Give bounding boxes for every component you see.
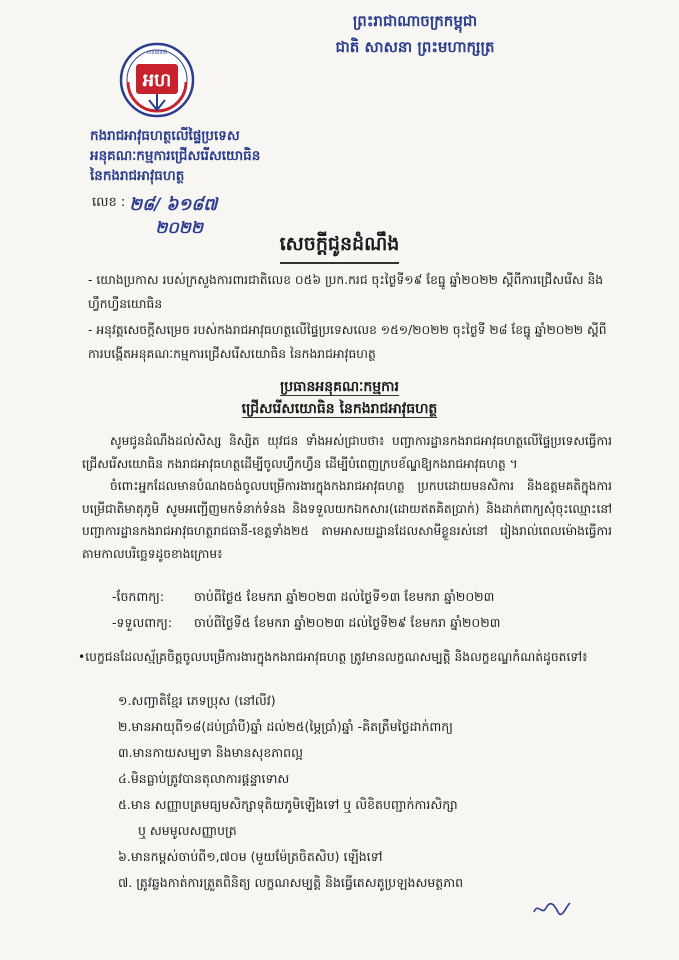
condition-item: ៣.មានកាយសម្បទា និងមានសុខភាពល្អ bbox=[118, 745, 304, 760]
date-row-distribution bbox=[112, 584, 500, 610]
org-line-1: កងរាជអាវុធហត្ថលើផ្ទៃប្រទេស bbox=[90, 128, 240, 144]
condition-item: ៧. ត្រូវឆ្លងកាត់ការត្រួតពិនិត្យ លក្ខណសម្បត្តិ និងធ្វើតេសតូប្រឡងសមត្ថភាព bbox=[118, 875, 464, 890]
reference-line-1: - យោងប្រកាស របស់ក្រសួងការពារជាតិលេខ ០៥៦ ប្រក.ករជ ចុះថ្ងៃទី១៩ ខែធ្នូ ឆ្នាំ២០២២ ស្តីពីការជ្រើសរើស និងហ្វឹកហ្វឺនយោធិន bbox=[88, 273, 604, 311]
document-title bbox=[0, 232, 679, 264]
condition-item: ២.មានអាយុពី១៨(ដប់ប្រាំបី)ឆ្នាំ ដល់២៥(ម្ភៃប្រាំ)ឆ្នាំ -គិតត្រឹមថ្ងៃដាក់ពាក្យ bbox=[118, 719, 453, 734]
condition-item: ១.សញ្ជាតិខ្មែរ ភេទប្រុស (នៅលីវ) bbox=[118, 693, 276, 708]
kingdom-name: ព្រះរាជាណាចក្រកម្ពុជា bbox=[352, 12, 478, 30]
date-row-submission bbox=[112, 610, 500, 636]
condition-item: ៥.មាន សញ្ញាបត្រមធ្យមសិក្សាទុតិយភូមិឡើងទៅ ឬ លិខិតបញ្ជាក់ការសិក្សា bbox=[118, 797, 458, 812]
org-line-3: នៃកងរាជអាវុធហត្ថ bbox=[90, 168, 185, 184]
date-value: ចាប់ពីថ្ងៃ៥ ខែមករា ឆ្នាំ២០២៣ ដល់ថ្ងៃទី១៣ ខែមករា ឆ្នាំ២០២៣ bbox=[194, 589, 495, 604]
kingdom-header bbox=[250, 8, 580, 60]
issuer-heading-line-2: ជ្រើសរើសយោធិន នៃកងរាជអាវុធហត្ថ bbox=[241, 401, 438, 417]
body-paragraph-2: ចំពោះអ្នកដែលមានបំណងចង់ចូលបម្រើការងារក្នុងកងរាជអាវុធហត្ថ ប្រកបដោយមនសិការ និងឧត្តមគតិក្នុងការបម្រើជាតិមាតុភូមិ សូមអញ្ជើញមកទំនាក់ទំនង និងទទួលយកឯកសារ(ដោយឥតគិតប្រាក់) និងដាក់ពាក្យសុំចុះឈ្មោះនៅបញ្ជាការដ្ឋានកងរាជអាវុធហត្ថរាជធានី-ខេត្តទាំង២៥ តាមអាសយដ្ឋានដែលសាមីខ្លួនរស់នៅ រៀងរាល់ពេលម៉ោងធ្វើការ តាមកាលបរិច្ឆេទដូចខាងក្រោម៖ bbox=[82, 479, 612, 561]
conditions-intro: •បេក្ខជនដែលស្ម័គ្រចិត្តចូលបម្រើការងារក្នុងកងរាជអាវុធហត្ថ ត្រូវមានលក្ខណសម្បត្តិ និងលក្ខខណ្ឌកំណត់ដូចតទៅ៖ bbox=[78, 650, 588, 664]
condition-item: ៤.មិនធ្លាប់ត្រូវបានតុលាការផ្តន្ទាទោស bbox=[118, 771, 290, 786]
conditions-list bbox=[118, 688, 598, 896]
condition-item: ៦.មានកម្ពស់ចាប់ពី១,៧០ម (មួយម៉ែត្រចិតសិប) ឡើងទៅ bbox=[118, 849, 383, 864]
issuing-organization bbox=[90, 126, 260, 186]
reference-value: ២៨/ ៦១៨៧ bbox=[129, 195, 218, 215]
reference-year: ២០២២ bbox=[155, 218, 203, 237]
issuer-heading bbox=[0, 376, 679, 420]
document-title-text: សេចក្តីជូនដំណឹង bbox=[280, 232, 400, 264]
issuer-heading-line-1: ប្រធានអនុគណៈកម្មការ bbox=[280, 379, 399, 395]
condition-item-continuation: ឬ សមមូលសញ្ញាបត្រ bbox=[138, 823, 237, 838]
date-label: -ចែកពាក្យ: bbox=[112, 589, 165, 604]
logo-ring-text: ភាពជាជាតិ bbox=[146, 50, 168, 56]
initial-signature-icon bbox=[532, 900, 572, 918]
national-motto: ជាតិ សាសនា ព្រះមហាក្សត្រ bbox=[335, 38, 495, 56]
body-paragraph-1: សូមជូនដំណឹងដល់សិស្ស និស្សិត យុវជន ទាំងអស់ជ្រាបថា៖ បញ្ជាការដ្ឋានកងរាជអាវុធហត្ថលើផ្ទៃប្រទេសធ្វើការជ្រើសរើសយោធិន កងរាជអាវុធហត្ថដើម្បីចូលហ្វឹកហ្វឺន ដើម្បីបំពេញក្របខ័ណ្ឌឱ្យកងរាជអាវុធហត្ថ ។ bbox=[82, 434, 612, 471]
schedule-dates bbox=[112, 584, 500, 636]
announcement-body bbox=[82, 430, 612, 565]
date-label: -ទទួលពាក្យ: bbox=[112, 615, 173, 630]
reference-label: លេខ : bbox=[92, 195, 126, 210]
reference-line-2: - អនុវត្តសេចក្តីសម្រេច របស់កងរាជអាវុធហត្ថលើផ្ទៃប្រទេសលេខ ១៥១/២០២២ ចុះថ្ងៃទី ២៨ ខែធ្នូ ឆ្នាំ២០២២ ស្តីពីការបង្កើតអនុគណៈកម្មការជ្រើសរើសយោធិន នៃកងរាជអាវុធហត្ថ bbox=[88, 323, 607, 361]
org-line-2: អនុគណៈកម្មការជ្រើសរើសយោធិន bbox=[90, 148, 261, 164]
date-value: ចាប់ពីថ្ងៃទី៥ ខែមករា ឆ្នាំ២០២៣ ដល់ថ្ងៃទី២៩ ខែមករា ឆ្នាំ២០២៣ bbox=[194, 615, 501, 630]
logo-letters: អហ bbox=[142, 70, 172, 91]
legal-references bbox=[88, 268, 608, 368]
gendarmerie-logo-icon bbox=[118, 40, 196, 118]
